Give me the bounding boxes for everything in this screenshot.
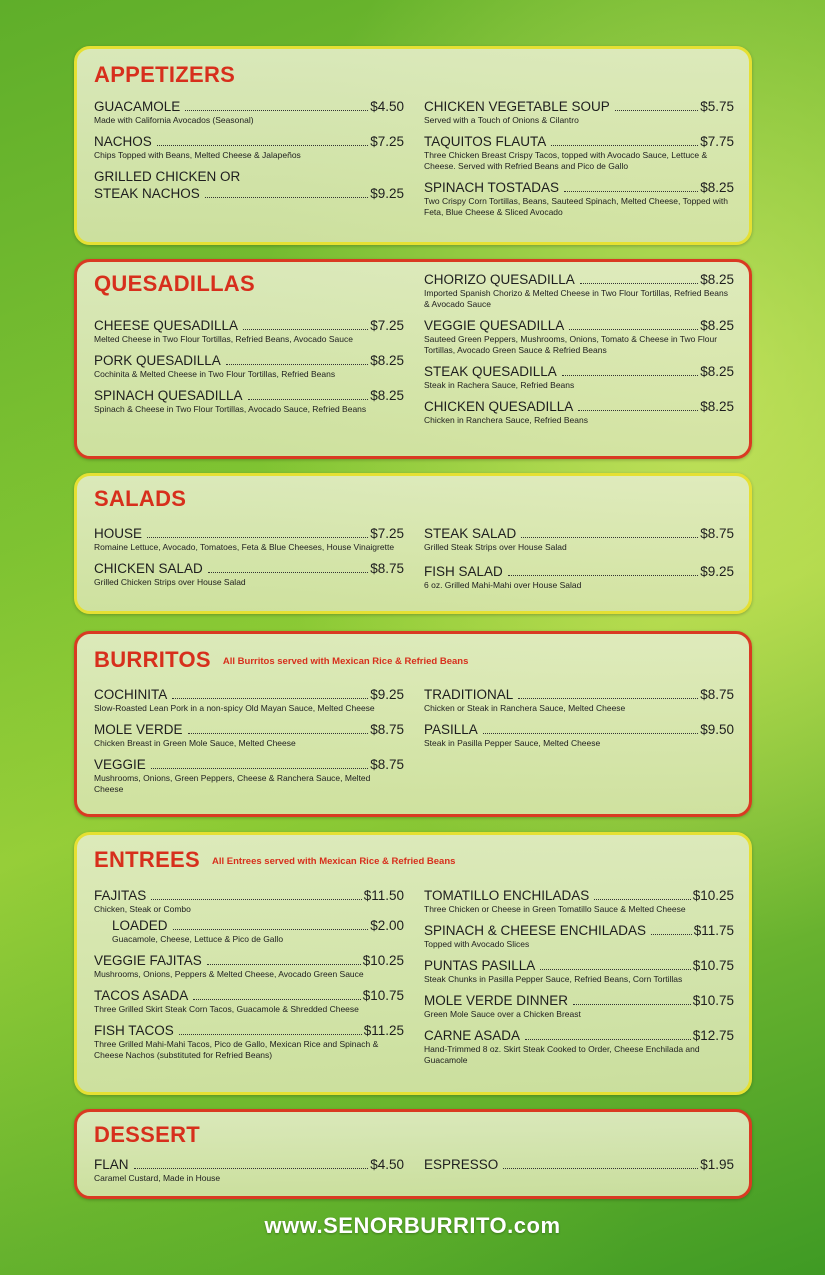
item-price: $10.75 [692, 958, 734, 973]
item-price: $10.75 [362, 988, 404, 1003]
menu-item-veggie-quesadilla [424, 317, 734, 356]
leader-dots [651, 934, 692, 935]
item-price: $8.25 [370, 353, 404, 368]
item-name: MOLE VERDE DINNER [424, 993, 569, 1008]
item-price: $10.25 [692, 888, 734, 903]
item-price: $9.25 [370, 186, 404, 201]
appetizers-panel [74, 46, 752, 245]
menu-item-flan [94, 1156, 404, 1184]
leader-dots [243, 329, 368, 330]
menu-item-puntas-pasilla [424, 957, 734, 985]
item-price: $11.75 [693, 923, 734, 938]
menu-item-cochinita [94, 686, 404, 714]
item-price: $2.00 [370, 918, 404, 933]
item-price: $8.75 [370, 722, 404, 737]
item-name: PUNTAS PASILLA [424, 958, 536, 973]
menu-item-nachos [94, 133, 404, 161]
item-description: Chips Topped with Beans, Melted Cheese & Jalapeños [94, 150, 301, 160]
menu-item-chicken-salad [94, 560, 404, 588]
item-name: CHICKEN VEGETABLE SOUP [424, 99, 610, 114]
item-price: $1.95 [700, 1157, 734, 1172]
item-description: Grilled Chicken Strips over House Salad [94, 577, 246, 587]
menu-item-veggie-fajitas [94, 952, 404, 980]
leader-dots [569, 329, 698, 330]
dessert-left-column [94, 1156, 404, 1191]
item-name: ESPRESSO [424, 1157, 499, 1172]
salads-left-column [94, 525, 404, 595]
item-name: NACHOS [94, 134, 152, 149]
item-name: PASILLA [424, 722, 478, 737]
item-price: $8.75 [700, 687, 734, 702]
item-price: $7.25 [370, 526, 404, 541]
menu-item-steak-salad [424, 525, 734, 553]
item-name: TACOS ASADA [94, 988, 189, 1003]
appetizers-right-column [424, 98, 734, 225]
menu-item-chicken-quesadilla [424, 398, 734, 426]
quesadillas-panel [74, 259, 752, 459]
burritos-right-column [424, 686, 734, 756]
leader-dots [518, 698, 698, 699]
item-description: Chicken or Steak in Ranchera Sauce, Melted Cheese [424, 703, 626, 713]
salads-title: SALADS [94, 486, 187, 511]
menu-item-tacos-asada [94, 987, 404, 1015]
item-price: $8.25 [370, 388, 404, 403]
item-price: $8.75 [700, 526, 734, 541]
item-description: Melted Cheese in Two Flour Tortillas, Refried Beans, Avocado Sauce [94, 334, 353, 344]
item-price: $9.50 [700, 722, 734, 737]
website-link[interactable]: www.SENORBURRITO.com [264, 1213, 561, 1238]
item-description: Steak Chunks in Pasilla Pepper Sauce, Refried Beans, Corn Tortillas [424, 974, 683, 984]
item-description: Three Chicken Breast Crispy Tacos, topped with Avocado Sauce, Lettuce & Cheese. Served with Refried Beans and Pico de Gallo [424, 150, 708, 171]
item-name: SPINACH TOSTADAS [424, 180, 560, 195]
menu-item-carne-asada [424, 1027, 734, 1066]
entrees-right-column [424, 887, 734, 1073]
menu-item-taquitos-flauta [424, 133, 734, 172]
item-price: $9.25 [700, 564, 734, 579]
item-price: $4.50 [370, 99, 404, 114]
item-name: STEAK NACHOS [94, 186, 200, 201]
item-name: FISH TACOS [94, 1023, 174, 1038]
menu-item-spinach-tostadas [424, 179, 734, 218]
item-name: CHICKEN SALAD [94, 561, 203, 576]
menu-item-fajitas-loaded [94, 917, 404, 945]
leader-dots [551, 145, 698, 146]
salads-panel [74, 473, 752, 614]
menu-item-cheese-quesadilla [94, 317, 404, 345]
leader-dots [193, 999, 360, 1000]
item-price: $8.25 [700, 272, 734, 287]
item-name: COCHINITA [94, 687, 168, 702]
appetizers-left-column [94, 98, 404, 209]
item-description: Hand-Trimmed 8 oz. Skirt Steak Cooked to Order, Cheese Enchilada and Guacamole [424, 1044, 700, 1065]
leader-dots [580, 283, 698, 284]
leader-dots [594, 899, 690, 900]
leader-dots [173, 929, 369, 930]
menu-item-steak-quesadilla [424, 363, 734, 391]
menu-item-chorizo-quesadilla [424, 271, 734, 310]
entrees-title [94, 847, 455, 873]
item-price: $11.50 [363, 888, 404, 903]
dessert-panel [74, 1109, 752, 1199]
leader-dots [562, 375, 698, 376]
item-name: CHORIZO QUESADILLA [424, 272, 575, 287]
item-name: VEGGIE FAJITAS [94, 953, 202, 968]
leader-dots [226, 364, 368, 365]
item-description: Chicken, Steak or Combo [94, 904, 191, 914]
leader-dots [578, 410, 698, 411]
leader-dots [134, 1168, 369, 1169]
leader-dots [615, 110, 698, 111]
menu-item-mole-verde [94, 721, 404, 749]
leader-dots [573, 1004, 691, 1005]
item-price: $8.25 [700, 180, 734, 195]
leader-dots [205, 197, 368, 198]
item-name: SPINACH QUESADILLA [94, 388, 243, 403]
item-description: Three Chicken or Cheese in Green Tomatillo Sauce & Melted Cheese [424, 904, 686, 914]
item-name-line1: GRILLED CHICKEN OR [94, 169, 241, 184]
item-description: Sauteed Green Peppers, Mushrooms, Onions, Tomato & Cheese in Two Flour Tortillas, Avocado Green Sauce & Refried Beans [424, 334, 718, 355]
menu-item-pork-quesadilla [94, 352, 404, 380]
item-price: $12.75 [692, 1028, 734, 1043]
leader-dots [151, 768, 368, 769]
quesadillas-right-column [424, 271, 734, 433]
item-name: SPINACH & CHEESE ENCHILADAS [424, 923, 647, 938]
item-description: Chicken in Ranchera Sauce, Refried Beans [424, 415, 588, 425]
leader-dots [179, 1034, 362, 1035]
quesadillas-title: QUESADILLAS [94, 271, 255, 296]
item-description: Mushrooms, Onions, Green Peppers, Cheese & Ranchera Sauce, Melted Cheese [94, 773, 371, 794]
item-price: $11.25 [363, 1023, 404, 1038]
leader-dots [207, 964, 361, 965]
leader-dots [248, 399, 369, 400]
item-description: Green Mole Sauce over a Chicken Breast [424, 1009, 581, 1019]
item-name: TRADITIONAL [424, 687, 514, 702]
item-price: $8.25 [700, 318, 734, 333]
menu-item-chicken-vegetable-soup [424, 98, 734, 126]
menu-item-guacamole [94, 98, 404, 126]
item-name: CHICKEN QUESADILLA [424, 399, 574, 414]
item-name: LOADED [112, 918, 168, 933]
item-name: CHEESE QUESADILLA [94, 318, 239, 333]
menu-item-spinach-quesadilla [94, 387, 404, 415]
entrees-title-text: ENTREES [94, 847, 201, 872]
item-name: STEAK QUESADILLA [424, 364, 557, 379]
item-price: $8.75 [370, 561, 404, 576]
item-price: $10.75 [692, 993, 734, 1008]
item-description: Slow-Roasted Lean Pork in a non-spicy Old Mayan Sauce, Melted Cheese [94, 703, 375, 713]
burritos-title-text: BURRITOS [94, 647, 211, 672]
menu-item-fish-tacos [94, 1022, 404, 1061]
item-description: Two Crispy Corn Tortillas, Beans, Sauteed Spinach, Melted Cheese, Topped with Feta, Blue Cheese & Sliced Avocado [424, 196, 728, 217]
dessert-title: DESSERT [94, 1122, 201, 1147]
item-description: Guacamole, Cheese, Lettuce & Pico de Gallo [112, 934, 284, 944]
menu-item-spinach-cheese-enchiladas [424, 922, 734, 950]
leader-dots [564, 191, 698, 192]
item-description: Made with California Avocados (Seasonal) [94, 115, 254, 125]
item-name: PORK QUESADILLA [94, 353, 221, 368]
leader-dots [540, 969, 690, 970]
item-description: Caramel Custard, Made in House [94, 1173, 221, 1183]
item-description: Grilled Steak Strips over House Salad [424, 542, 567, 552]
item-description: Steak in Pasilla Pepper Sauce, Melted Cheese [424, 738, 601, 748]
item-name: STEAK SALAD [424, 526, 517, 541]
menu-item-mole-verde-dinner [424, 992, 734, 1020]
entrees-panel [74, 832, 752, 1095]
item-description: Steak in Rachera Sauce, Refried Beans [424, 380, 575, 390]
item-price: $7.25 [370, 134, 404, 149]
menu-item-traditional [424, 686, 734, 714]
item-description: Chicken Breast in Green Mole Sauce, Melted Cheese [94, 738, 296, 748]
leader-dots [483, 733, 698, 734]
menu-item-grilled-chicken-steak-nachos [94, 168, 404, 202]
item-description: Mushrooms, Onions, Peppers & Melted Cheese, Avocado Green Sauce [94, 969, 364, 979]
leader-dots [503, 1168, 698, 1169]
entrees-note: All Entrees served with Mexican Rice & Refried Beans [212, 856, 456, 867]
leader-dots [188, 733, 369, 734]
item-price: $9.25 [370, 687, 404, 702]
menu-item-pasilla [424, 721, 734, 749]
leader-dots [185, 110, 368, 111]
item-description: Three Grilled Skirt Steak Corn Tacos, Guacamole & Shredded Cheese [94, 1004, 359, 1014]
item-price: $10.25 [362, 953, 404, 968]
salads-right-column [424, 525, 734, 598]
item-name: VEGGIE QUESADILLA [424, 318, 565, 333]
leader-dots [508, 575, 698, 576]
item-name: FAJITAS [94, 888, 147, 903]
item-price: $8.75 [370, 757, 404, 772]
leader-dots [208, 572, 368, 573]
item-description: Served with a Touch of Onions & Cilantro [424, 115, 579, 125]
item-price: $4.50 [370, 1157, 404, 1172]
leader-dots [157, 145, 368, 146]
item-description: Imported Spanish Chorizo & Melted Cheese in Two Flour Tortillas, Refried Beans & Avocado Sauce [424, 288, 728, 309]
item-description: 6 oz. Grilled Mahi-Mahi over House Salad [424, 580, 582, 590]
quesadillas-left-column [94, 317, 404, 422]
entrees-left-column [94, 887, 404, 1068]
item-name: TAQUITOS FLAUTA [424, 134, 547, 149]
item-price: $8.25 [700, 399, 734, 414]
item-price: $5.75 [700, 99, 734, 114]
item-name: CARNE ASADA [424, 1028, 521, 1043]
menu-item-veggie-burrito [94, 756, 404, 795]
burritos-panel [74, 631, 752, 817]
menu-item-fajitas [94, 887, 404, 915]
item-price: $8.25 [700, 364, 734, 379]
item-description: Topped with Avocado Slices [424, 939, 530, 949]
item-name: GUACAMOLE [94, 99, 181, 114]
menu-item-tomatillo-enchiladas [424, 887, 734, 915]
item-price: $7.75 [700, 134, 734, 149]
item-name: MOLE VERDE [94, 722, 183, 737]
item-name: TOMATILLO ENCHILADAS [424, 888, 590, 903]
item-description: Cochinita & Melted Cheese in Two Flour Tortillas, Refried Beans [94, 369, 336, 379]
burritos-title [94, 647, 468, 673]
item-name: VEGGIE [94, 757, 146, 772]
item-description: Spinach & Cheese in Two Flour Tortillas, Avocado Sauce, Refried Beans [94, 404, 367, 414]
dessert-right-column [424, 1156, 734, 1180]
leader-dots [151, 899, 361, 900]
burritos-left-column [94, 686, 404, 802]
burritos-note: All Burritos served with Mexican Rice & Refried Beans [222, 656, 469, 667]
leader-dots [525, 1039, 691, 1040]
leader-dots [521, 537, 698, 538]
appetizers-title: APPETIZERS [94, 62, 236, 87]
leader-dots [172, 698, 368, 699]
item-name: FLAN [94, 1157, 129, 1172]
menu-item-house-salad [94, 525, 404, 553]
menu-item-fish-salad [424, 563, 734, 591]
item-name: HOUSE [94, 526, 143, 541]
item-price: $7.25 [370, 318, 404, 333]
item-name: FISH SALAD [424, 564, 503, 579]
menu-item-espresso [424, 1156, 734, 1173]
item-description: Three Grilled Mahi-Mahi Tacos, Pico de Gallo, Mexican Rice and Spinach & Cheese Nachos (substituted for Refried Beans) [94, 1039, 379, 1060]
item-description: Romaine Lettuce, Avocado, Tomatoes, Feta & Blue Cheeses, House Vinaigrette [94, 542, 395, 552]
leader-dots [147, 537, 368, 538]
